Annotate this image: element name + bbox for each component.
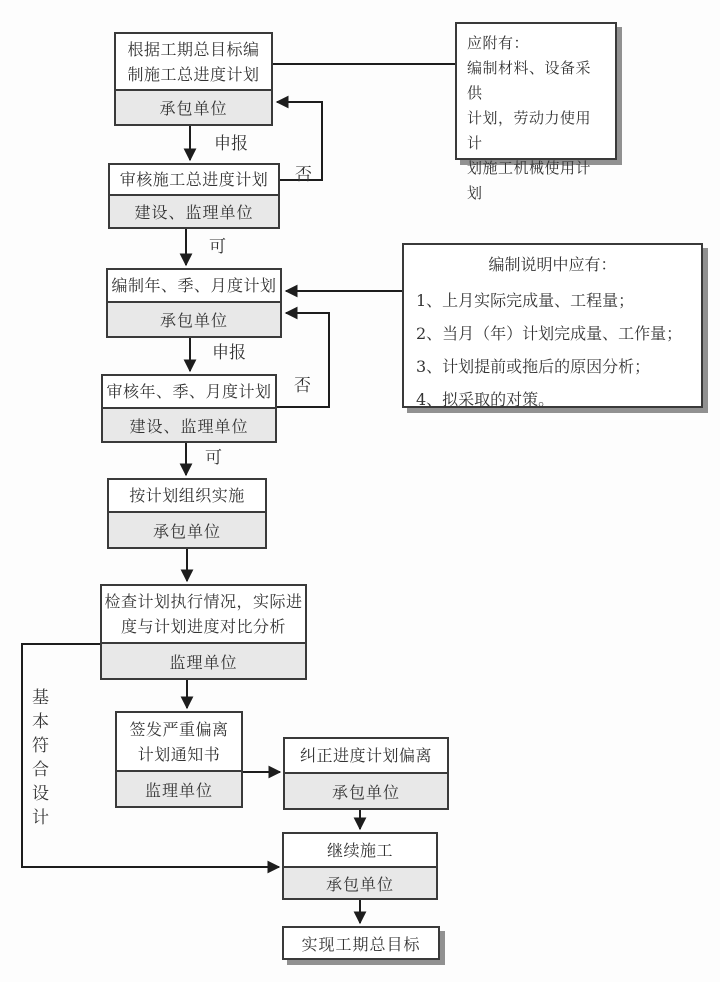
edge-label-declare-1: 申报 bbox=[214, 134, 248, 154]
flow-box-correct-schedule-deviation bbox=[283, 737, 449, 810]
edge-label-declare-2: 申报 bbox=[212, 343, 246, 363]
title-line: 签发严重偏离 bbox=[129, 719, 229, 739]
title-line: 计划通知书 bbox=[137, 744, 221, 764]
owner-strip-owner-supervisor: 建设、监理单位 bbox=[110, 194, 278, 227]
title-line: 根据工期总目标编 bbox=[127, 39, 260, 59]
box-title bbox=[284, 834, 436, 866]
flow-box-compile-master-schedule bbox=[114, 32, 273, 126]
title-line: 检查计划执行情况，实际进 bbox=[104, 592, 303, 611]
box-title bbox=[116, 34, 271, 89]
title-line: 纠正进度计划偏离 bbox=[299, 746, 432, 765]
box-title bbox=[117, 713, 241, 770]
note-item: 4、拟采取的对策。 bbox=[416, 390, 555, 409]
note-plan-explanation bbox=[402, 243, 703, 408]
box-title bbox=[110, 165, 278, 194]
flow-box-implement-per-plan bbox=[107, 478, 267, 549]
owner-strip-supervisor: 监理单位 bbox=[117, 770, 241, 806]
title-line: 审核年、季、月度计划 bbox=[106, 382, 272, 401]
box-title bbox=[285, 739, 447, 772]
note-line: 应附有： bbox=[467, 34, 530, 52]
owner-strip-contractor: 承包单位 bbox=[284, 866, 436, 898]
owner-strip-contractor: 承包单位 bbox=[285, 772, 447, 808]
note-line: 划施工机械使用计 bbox=[467, 159, 592, 177]
flow-box-review-periodic-plans bbox=[101, 374, 277, 443]
box-title bbox=[103, 376, 275, 407]
owner-strip-contractor: 承包单位 bbox=[109, 511, 265, 547]
flow-box-achieve-overall-goal: 实现工期总目标 bbox=[282, 926, 440, 960]
owner-strip-contractor: 承包单位 bbox=[116, 89, 271, 124]
edge-label-basically-conforms-design: 基本符合设计 bbox=[28, 688, 48, 832]
title-line: 继续施工 bbox=[326, 840, 393, 860]
title-line: 制施工总进度计划 bbox=[127, 64, 260, 84]
note-title: 编制说明中应有： bbox=[488, 255, 617, 274]
note-line: 划 bbox=[467, 184, 483, 202]
title-line: 编制年、季、月度计划 bbox=[111, 276, 277, 295]
title-line: 审核施工总进度计划 bbox=[119, 170, 269, 189]
edge-label-ok-2: 可 bbox=[205, 448, 222, 468]
flow-box-review-master-schedule bbox=[108, 163, 280, 229]
box-title bbox=[102, 586, 305, 642]
note-item: 1、上月实际完成量、工程量； bbox=[416, 291, 635, 310]
note-line: 编制材料、设备采供 bbox=[467, 59, 592, 102]
title-line: 度与计划进度对比分析 bbox=[120, 617, 286, 636]
note-attachments bbox=[455, 22, 617, 202]
box-title bbox=[108, 270, 280, 301]
title-line: 按计划组织实施 bbox=[129, 486, 245, 505]
note-item: 3、计划提前或拖后的原因分析； bbox=[416, 357, 651, 376]
box-title bbox=[109, 480, 265, 511]
owner-strip-supervisor: 监理单位 bbox=[102, 642, 305, 678]
edge-label-no-1: 否 bbox=[295, 165, 312, 185]
edge-label-no-2: 否 bbox=[294, 376, 311, 396]
note-line: 计划，劳动力使用计 bbox=[467, 109, 592, 152]
note-item: 2、当月（年）计划完成量、工作量； bbox=[416, 324, 683, 343]
owner-strip-contractor: 承包单位 bbox=[108, 301, 280, 336]
flow-box-compile-periodic-plans bbox=[106, 268, 282, 338]
flow-box-continue-construction bbox=[282, 832, 438, 900]
owner-strip-owner-supervisor: 建设、监理单位 bbox=[103, 407, 275, 441]
flow-box-issue-deviation-notice bbox=[115, 711, 243, 808]
flow-box-check-plan-execution bbox=[100, 584, 307, 680]
edge-label-ok-1: 可 bbox=[209, 237, 226, 257]
